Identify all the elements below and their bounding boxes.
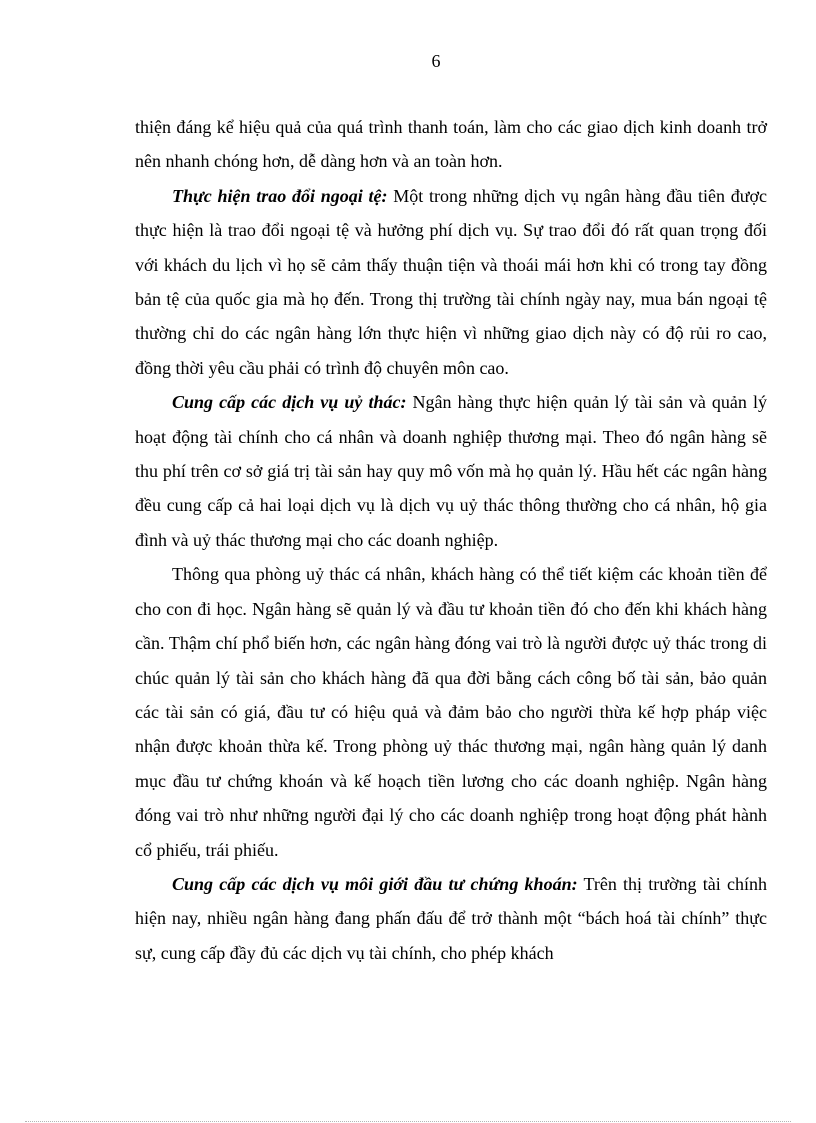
paragraph-personal-trust [135,557,767,867]
paragraph-text: Ngân hàng thực hiện quản lý tài sản và quản lý hoạt động tài chính cho cá nhân và doanh nghiệp thương mại. Theo đó ngân hàng sẽ thu phí trên cơ sở giá trị tài sản hay quy mô vốn mà họ quản lý. Hầu hết các ngân hàng đều cung cấp cả hai loại dịch vụ là dịch vụ uỷ thác thông thường cho cá nhân, hộ gia đình và uỷ thác thương mại cho các doanh nghiệp. [135,392,767,550]
paragraph-heading: Thực hiện trao đổi ngoại tệ: [172,185,388,206]
paragraph-foreign-exchange [135,179,767,385]
body-text [135,110,767,970]
page-bottom-divider [25,1121,791,1122]
paragraph-text: Trên thị trường tài chính hiện nay, nhiều ngân hàng đang phấn đấu để trở thành một “bách hoá tài chính” thực sự, cung cấp đầy đủ các dịch vụ tài chính, cho phép khách [135,873,768,963]
paragraph-heading: Cung cấp các dịch vụ uỷ thác: [172,392,407,413]
paragraph-brokerage [135,867,767,970]
paragraph-trust-services [135,385,767,557]
page-number: 6 [431,51,441,71]
paragraph-continuation [135,110,767,179]
paragraph-text: Một trong những dịch vụ ngân hàng đầu tiên được thực hiện là trao đổi ngoại tệ và hưởng phí dịch vụ. Sự trao đổi đó rất quan trọng đối với khách du lịch vì họ sẽ cảm thấy thuận tiện và thoái mái hơn khi có trong tay đồng bản tệ của quốc gia mà họ đến. Trong thị trường tài chính ngày nay, mua bán ngoại tệ thường chỉ do các ngân hàng lớn thực hiện vì những giao dịch này có độ rủi ro cao, đồng thời yêu cầu phải có trình độ chuyên môn cao. [135,185,767,378]
paragraph-text: thiện đáng kể hiệu quả của quá trình thanh toán, làm cho các giao dịch kinh doanh trở nên nhanh chóng hơn, dễ dàng hơn và an toàn hơn. [135,117,767,172]
paragraph-heading: Cung cấp các dịch vụ môi giới đầu tư chứng khoán: [172,873,578,894]
paragraph-text: Thông qua phòng uỷ thác cá nhân, khách hàng có thể tiết kiệm các khoản tiền để cho con đi học. Ngân hàng sẽ quản lý và đầu tư khoản tiền đó cho đến khi khách hàng cần. Thậm chí phổ biến hơn, các ngân hàng đóng vai trò là người được uỷ thác trong di chúc quản lý tài sản cho khách hàng đã qua đời bằng cách công bố tài sản, bảo quản các tài sản có giá, đầu tư có hiệu quả và đảm bảo cho người thừa kế hợp pháp việc nhận được khoản thừa kế. Trong phòng uỷ thác thương mại, ngân hàng quản lý danh mục đầu tư chứng khoán và kế hoạch tiền lương cho các doanh nghiệp. Ngân hàng đóng vai trò như những người đại lý cho các doanh nghiệp trong hoạt động phát hành cổ phiếu, trái phiếu. [135,564,767,860]
